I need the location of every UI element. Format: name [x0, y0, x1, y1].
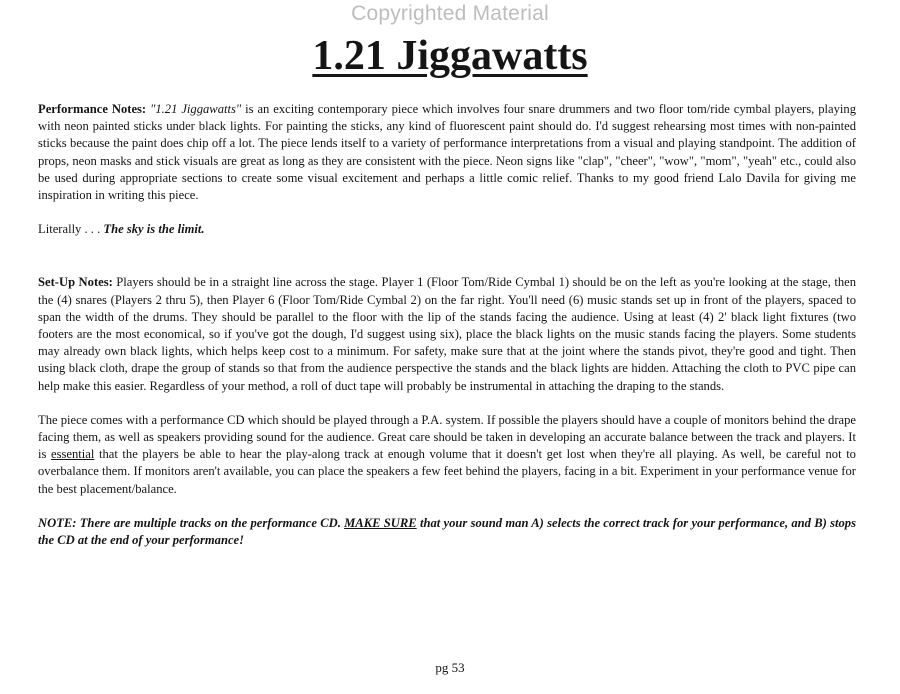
literally-line: [38, 221, 856, 238]
performance-notes-label: Performance Notes:: [38, 102, 147, 116]
sky-limit-text: The sky is the limit.: [103, 222, 205, 237]
piece-title-italic: "1.21 Jiggawatts": [150, 102, 242, 116]
body-content: [38, 101, 856, 549]
note-text-after: that your sound man A) selects the correct track for your performance, and B) stops the CD at the end of your performance!: [38, 515, 856, 548]
note-text-before: NOTE: There are multiple tracks on the performance CD.: [38, 515, 345, 530]
cd-text-after: that the players be able to hear the play-along track at enough volume that it doesn't get lost when they're all playing. As well, be careful not to overbalance them. If monitors aren't available, you can place the speakers a few feet behind the players, facing in a bit. Experiment in your performance venue for the best placement/balance.: [38, 447, 856, 496]
copyright-watermark: Copyrighted Material: [351, 2, 549, 25]
performance-notes-paragraph: [38, 101, 856, 204]
performance-notes-text: is an exciting contemporary piece which involves four snare drummers and two floor tom/ride cymbal players, playing with neon painted sticks under black lights. For painting the sticks, any kind of fluorescent paint should do. I'd suggest rehearsing most times with non-painted sticks because the paint does chip off a lot. The piece lends itself to a variety of performance interpretations from a visual and playing standpoint. The addition of props, neon masks and stick visuals are great as long as they are consistent with the piece. Neon signs like "clap", "cheer", "wow", "mom", "yeah" etc., could also be used during appropriate sections to create some visual excitement and perhaps a little comic relief. Thanks to my good friend Lalo Davila for giving me inspiration in writing this piece.: [38, 102, 856, 203]
make-sure-underlined: MAKE SURE: [344, 515, 417, 530]
page-title: 1.21 Jiggawatts: [312, 33, 588, 79]
cd-text-before: The piece comes with a performance CD which should be played through a P.A. system. If possible the players should have a couple of monitors behind the drape facing them, as well as speakers providing sound for the audience. Great care should be taken in developing an accurate balance between the track and players. It is: [38, 412, 856, 462]
performance-cd-paragraph: [38, 412, 856, 498]
setup-notes-paragraph: [38, 274, 856, 394]
page-number: pg 53: [435, 660, 465, 675]
setup-notes-text: Players should be in a straight line across the stage. Player 1 (Floor Tom/Ride Cymbal 1) should be on the left as you're looking at the stage, then the (4) snares (Players 2 thru 5), then Player 6 (Floor Tom/Ride Cymbal 2) on the far right. You'll need (6) music stands set up in front of the players, spaced to span the width of the drums. They should be parallel to the floor with the lip of the stands facing the audience. Using at least (4) 2' black light fixtures (two footers are the most economical, so if you've got the dough, I'd suggest using six), place the black lights on the music stands facing the players. Some students may already own black lights, which helps keep cost to a minimum. For safety, make sure that at the joint where the stands pivot, they're good and tight. Then using black cloth, drape the group of stands so that from the audience perspective the stands and the black lights are hidden. Attaching the cloth to PVC pipe can help make this easier. Regardless of your method, a roll of duct tape will probably be instrumental in attaching the draping to the stands.: [38, 275, 857, 393]
setup-notes-label: Set-Up Notes:: [38, 275, 113, 290]
note-paragraph: [38, 515, 856, 549]
literally-prefix: Literally . . .: [38, 222, 104, 237]
essential-underlined: essential: [50, 447, 95, 462]
